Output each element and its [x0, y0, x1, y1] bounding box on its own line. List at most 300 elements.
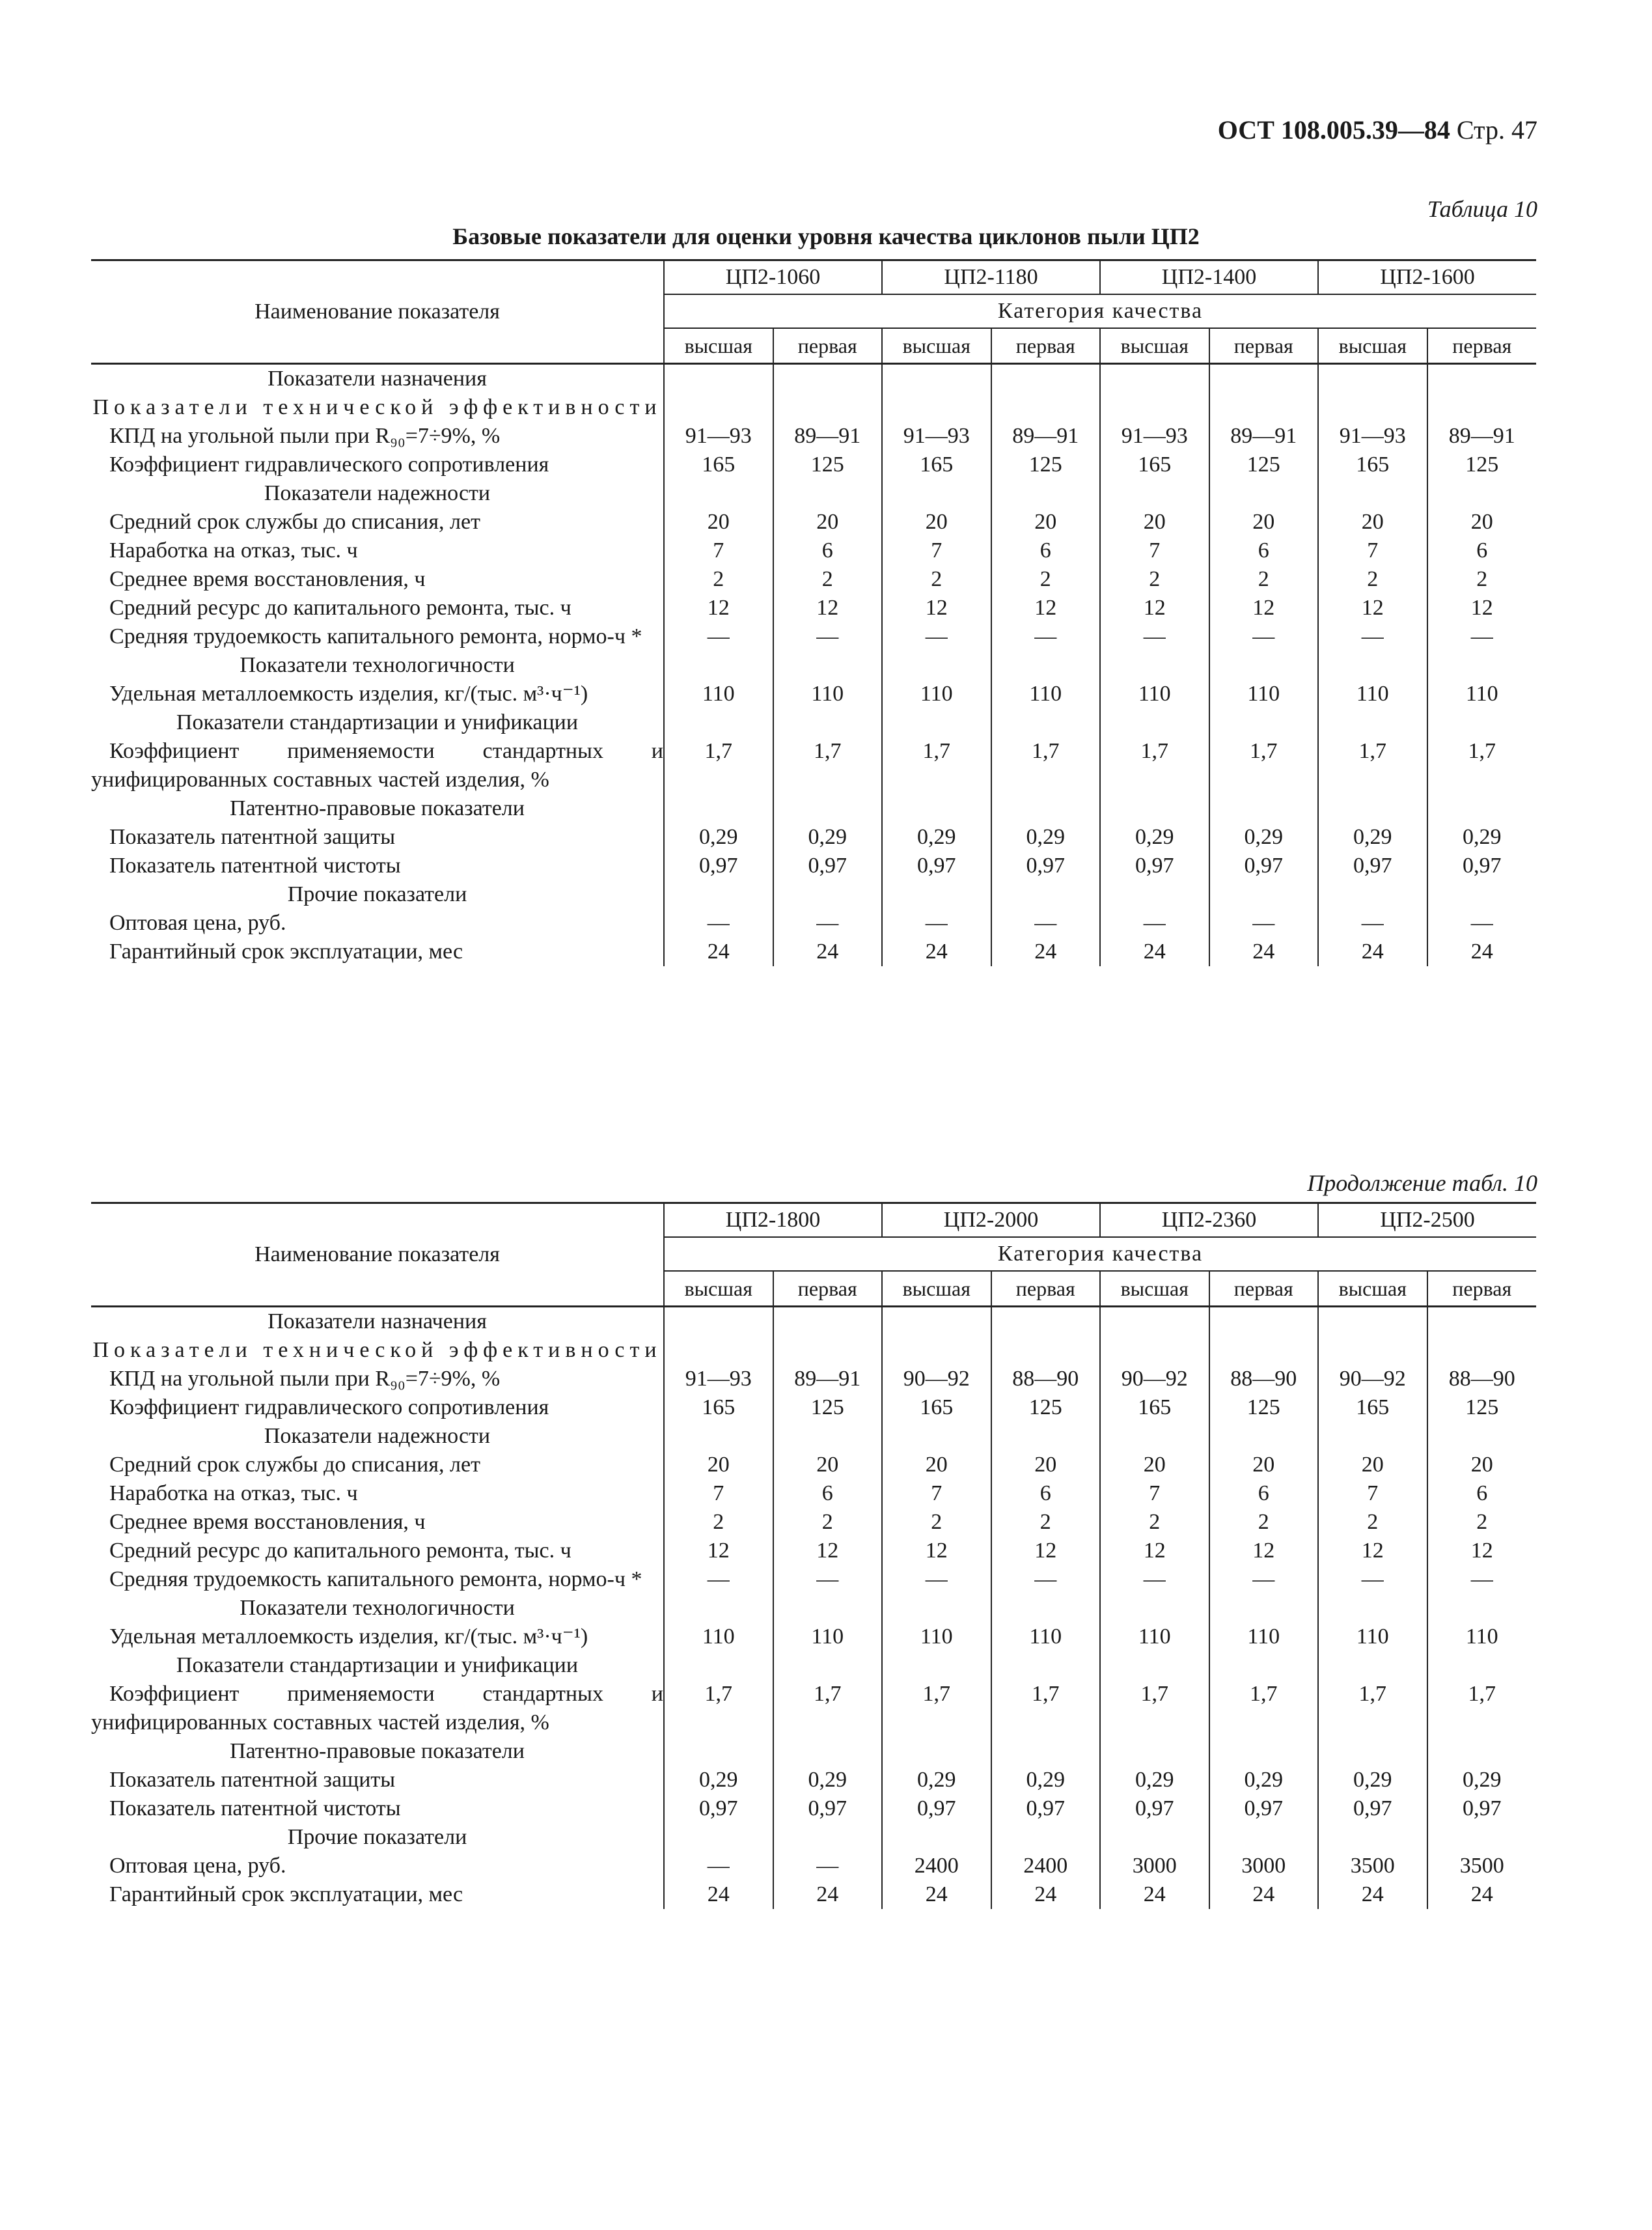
empty-cell	[664, 1823, 773, 1852]
empty-cell	[1427, 708, 1537, 737]
value-cell: —	[1318, 1565, 1427, 1594]
table-row	[91, 737, 1536, 794]
value-cell: 0,97	[773, 1794, 883, 1823]
page-number: Стр. 47	[1456, 115, 1537, 145]
grade-header: первая	[991, 328, 1101, 364]
empty-cell	[882, 708, 991, 737]
value-cell: —	[1209, 622, 1319, 651]
value-cell: —	[1318, 909, 1427, 938]
empty-cell	[882, 1737, 991, 1766]
data-table	[91, 259, 1536, 966]
empty-cell	[664, 1594, 773, 1623]
table-row	[91, 1766, 1536, 1794]
indicator-name: Оптовая цена, руб.	[109, 1854, 286, 1878]
empty-cell	[1427, 479, 1537, 508]
table-row	[91, 1794, 1536, 1823]
grade-header: высшая	[1318, 328, 1427, 364]
empty-cell	[1209, 393, 1319, 422]
value-cell: —	[1100, 622, 1209, 651]
section-heading: Прочие показатели	[287, 1825, 467, 1849]
indicator-name: Средняя трудоемкость капитального ремонта, нормо-ч *	[109, 624, 642, 648]
value-cell: 1,7	[882, 1680, 991, 1737]
indicator-name: Среднее время восстановления, ч	[109, 567, 426, 591]
value-cell: 7	[882, 1479, 991, 1508]
empty-cell	[1318, 364, 1427, 394]
empty-cell	[1100, 1336, 1209, 1365]
empty-cell	[1100, 1307, 1209, 1337]
subsection-heading: Показатели технической эффективности	[92, 395, 662, 419]
column-header-name: Наименование показателя	[91, 260, 664, 364]
table-row	[91, 680, 1536, 708]
indicator-name: Показатель патентной защиты	[109, 825, 396, 849]
value-cell: —	[882, 622, 991, 651]
section-heading: Патентно-правовые показатели	[230, 796, 525, 820]
empty-cell	[1100, 479, 1209, 508]
grade-header: высшая	[882, 328, 991, 364]
column-header-model: ЦП2-2000	[882, 1203, 1100, 1238]
page-header	[1218, 115, 1537, 145]
empty-cell	[1209, 1307, 1319, 1337]
empty-cell	[1318, 1651, 1427, 1680]
value-cell: 165	[664, 1393, 773, 1422]
value-cell: 110	[1427, 680, 1537, 708]
column-header-model: ЦП2-2360	[1100, 1203, 1318, 1238]
value-cell: 1,7	[773, 1680, 883, 1737]
empty-cell	[1318, 479, 1427, 508]
table-row	[91, 1479, 1536, 1508]
value-cell: 24	[1318, 938, 1427, 966]
table-row	[91, 422, 1536, 451]
column-header-model: ЦП2-1060	[664, 260, 882, 295]
section-heading: Патентно-правовые показатели	[230, 1739, 525, 1763]
value-cell: 20	[1427, 1451, 1537, 1479]
empty-cell	[1209, 479, 1319, 508]
value-cell: —	[991, 1565, 1101, 1594]
empty-cell	[991, 1422, 1101, 1451]
empty-cell	[773, 479, 883, 508]
value-cell: 2	[773, 1508, 883, 1537]
value-cell: 6	[1209, 1479, 1319, 1508]
value-cell: 125	[1427, 451, 1537, 479]
empty-cell	[1100, 880, 1209, 909]
empty-cell	[1100, 393, 1209, 422]
value-cell: 20	[773, 1451, 883, 1479]
section-heading: Прочие показатели	[287, 882, 467, 906]
value-cell: 90—92	[882, 1365, 991, 1393]
value-cell: 125	[991, 451, 1101, 479]
value-cell: 0,29	[1427, 823, 1537, 852]
empty-cell	[1427, 651, 1537, 680]
value-cell: 1,7	[1209, 737, 1319, 794]
value-cell: 110	[1209, 1623, 1319, 1651]
value-cell: 110	[1318, 680, 1427, 708]
empty-cell	[1318, 651, 1427, 680]
empty-cell	[991, 880, 1101, 909]
value-cell: 2	[991, 1508, 1101, 1537]
value-cell: 24	[1209, 1880, 1319, 1909]
indicator-name: Коэффициент применяемости стандартных и унифицированных составных частей изделия, %	[91, 1682, 663, 1735]
value-cell: 20	[882, 1451, 991, 1479]
value-cell: 110	[664, 1623, 773, 1651]
value-cell: 20	[991, 1451, 1101, 1479]
table-row	[91, 594, 1536, 622]
empty-cell	[1318, 794, 1427, 823]
indicator-name: Оптовая цена, руб.	[109, 911, 286, 935]
empty-cell	[664, 708, 773, 737]
value-cell: 24	[773, 938, 883, 966]
empty-cell	[1318, 708, 1427, 737]
empty-cell	[991, 651, 1101, 680]
empty-cell	[773, 880, 883, 909]
indicator-name: Гарантийный срок эксплуатации, мес	[109, 940, 463, 964]
empty-cell	[664, 393, 773, 422]
standard-number: ОСТ 108.005.39—84	[1217, 115, 1450, 145]
value-cell: 88—90	[1209, 1365, 1319, 1393]
value-cell: 6	[773, 1479, 883, 1508]
value-cell: 165	[1318, 1393, 1427, 1422]
value-cell: —	[664, 1565, 773, 1594]
empty-cell	[1209, 880, 1319, 909]
value-cell: 1,7	[1318, 737, 1427, 794]
empty-cell	[1100, 1823, 1209, 1852]
table-row	[91, 1852, 1536, 1880]
value-cell: —	[664, 909, 773, 938]
value-cell: —	[773, 909, 883, 938]
value-cell: 12	[1318, 1537, 1427, 1565]
value-cell: 88—90	[991, 1365, 1101, 1393]
indicator-name: КПД на угольной пыли при R₉₀=7÷9%, %	[109, 1367, 501, 1391]
table-row	[91, 852, 1536, 880]
table-row	[91, 1623, 1536, 1651]
value-cell: 0,97	[882, 1794, 991, 1823]
value-cell: 125	[1209, 451, 1319, 479]
value-cell: 2	[1427, 1508, 1537, 1537]
empty-cell	[773, 708, 883, 737]
empty-cell	[991, 1594, 1101, 1623]
value-cell: 2400	[882, 1852, 991, 1880]
value-cell: 0,97	[1318, 852, 1427, 880]
empty-cell	[1209, 1823, 1319, 1852]
value-cell: 91—93	[664, 1365, 773, 1393]
value-cell: 110	[773, 1623, 883, 1651]
indicator-name: Средняя трудоемкость капитального ремонта, нормо-ч *	[109, 1567, 642, 1591]
value-cell: 20	[664, 508, 773, 537]
value-cell: —	[882, 1565, 991, 1594]
value-cell: 1,7	[1427, 1680, 1537, 1737]
grade-header: первая	[1427, 1271, 1537, 1307]
value-cell: 165	[664, 451, 773, 479]
empty-cell	[991, 708, 1101, 737]
empty-cell	[1318, 1823, 1427, 1852]
grade-header: первая	[1427, 328, 1537, 364]
empty-cell	[1100, 1422, 1209, 1451]
value-cell: 2	[773, 565, 883, 594]
empty-cell	[1100, 794, 1209, 823]
empty-cell	[882, 1336, 991, 1365]
value-cell: 12	[773, 594, 883, 622]
value-cell: 2	[1427, 565, 1537, 594]
empty-cell	[882, 794, 991, 823]
grade-header: первая	[773, 328, 883, 364]
table-row	[91, 1451, 1536, 1479]
grade-header: первая	[1209, 1271, 1319, 1307]
value-cell: 110	[1427, 1623, 1537, 1651]
value-cell: 0,29	[1318, 823, 1427, 852]
indicator-name: Гарантийный срок эксплуатации, мес	[109, 1882, 463, 1906]
empty-cell	[882, 479, 991, 508]
empty-cell	[664, 1336, 773, 1365]
value-cell: 91—93	[664, 422, 773, 451]
table-row	[91, 451, 1536, 479]
empty-cell	[1100, 1594, 1209, 1623]
indicator-name: Средний ресурс до капитального ремонта, тыс. ч	[109, 1539, 571, 1563]
value-cell: 20	[1100, 1451, 1209, 1479]
value-cell: 89—91	[1427, 422, 1537, 451]
value-cell: 20	[1427, 508, 1537, 537]
value-cell: 12	[664, 594, 773, 622]
indicator-name: Коэффициент применяемости стандартных и унифицированных составных частей изделия, %	[91, 739, 663, 792]
value-cell: 12	[1209, 594, 1319, 622]
grade-header: первая	[991, 1271, 1101, 1307]
empty-cell	[882, 1422, 991, 1451]
value-cell: 110	[664, 680, 773, 708]
indicator-name: Коэффициент гидравлического сопротивления	[109, 1395, 549, 1419]
empty-cell	[773, 651, 883, 680]
value-cell: 0,29	[664, 823, 773, 852]
value-cell: 7	[1100, 1479, 1209, 1508]
value-cell: 110	[1100, 680, 1209, 708]
grade-header: высшая	[882, 1271, 991, 1307]
empty-cell	[773, 1307, 883, 1337]
column-header-model: ЦП2-1600	[1318, 260, 1536, 295]
grade-header: высшая	[664, 328, 773, 364]
value-cell: —	[664, 1852, 773, 1880]
value-cell: 0,97	[1209, 852, 1319, 880]
empty-cell	[1427, 1737, 1537, 1766]
empty-cell	[882, 1823, 991, 1852]
value-cell: 0,97	[664, 1794, 773, 1823]
value-cell: 2	[1209, 565, 1319, 594]
value-cell: 0,29	[1427, 1766, 1537, 1794]
value-cell: 1,7	[664, 737, 773, 794]
table-row	[91, 537, 1536, 565]
value-cell: 0,97	[773, 852, 883, 880]
value-cell: 12	[664, 1537, 773, 1565]
empty-cell	[1427, 1307, 1537, 1337]
value-cell: 0,97	[1427, 852, 1537, 880]
empty-cell	[664, 794, 773, 823]
value-cell: 3000	[1209, 1852, 1319, 1880]
value-cell: 0,29	[773, 823, 883, 852]
value-cell: —	[1427, 622, 1537, 651]
empty-cell	[991, 1336, 1101, 1365]
value-cell: —	[1209, 1565, 1319, 1594]
empty-cell	[1318, 1336, 1427, 1365]
value-cell: 20	[991, 508, 1101, 537]
empty-cell	[882, 393, 991, 422]
empty-cell	[1427, 1422, 1537, 1451]
value-cell: 6	[1427, 537, 1537, 565]
value-cell: 110	[773, 680, 883, 708]
grade-header: высшая	[664, 1271, 773, 1307]
column-header-model: ЦП2-1800	[664, 1203, 882, 1238]
value-cell: —	[991, 622, 1101, 651]
value-cell: 89—91	[991, 422, 1101, 451]
table-row	[91, 508, 1536, 537]
empty-cell	[1209, 364, 1319, 394]
empty-cell	[1209, 1336, 1319, 1365]
table-row	[91, 1393, 1536, 1422]
value-cell: 1,7	[882, 737, 991, 794]
value-cell: —	[1209, 909, 1319, 938]
value-cell: 91—93	[882, 422, 991, 451]
value-cell: —	[773, 1852, 883, 1880]
value-cell: 0,29	[1209, 823, 1319, 852]
empty-cell	[1427, 794, 1537, 823]
value-cell: 1,7	[1318, 1680, 1427, 1737]
value-cell: 2	[1100, 1508, 1209, 1537]
value-cell: 91—93	[1100, 422, 1209, 451]
value-cell: 110	[1100, 1623, 1209, 1651]
value-cell: 125	[1427, 1393, 1537, 1422]
empty-cell	[991, 1823, 1101, 1852]
value-cell: 12	[991, 594, 1101, 622]
empty-cell	[1100, 364, 1209, 394]
value-cell: 24	[1100, 938, 1209, 966]
empty-cell	[664, 1307, 773, 1337]
value-cell: 6	[991, 537, 1101, 565]
table-row	[91, 565, 1536, 594]
value-cell: 20	[1100, 508, 1209, 537]
empty-cell	[1100, 1651, 1209, 1680]
value-cell: 12	[882, 594, 991, 622]
value-cell: 0,29	[664, 1766, 773, 1794]
table-row	[91, 938, 1536, 966]
category-header: Категория качества	[664, 1237, 1536, 1271]
value-cell: 2	[991, 565, 1101, 594]
value-cell: 0,97	[882, 852, 991, 880]
value-cell: 1,7	[1209, 1680, 1319, 1737]
value-cell: 89—91	[773, 1365, 883, 1393]
section-heading: Показатели стандартизации и унификации	[176, 710, 579, 734]
value-cell: —	[1427, 909, 1537, 938]
value-cell: 12	[991, 1537, 1101, 1565]
table-row	[91, 909, 1536, 938]
value-cell: 7	[882, 537, 991, 565]
value-cell: 3500	[1427, 1852, 1537, 1880]
grade-header: первая	[1209, 328, 1319, 364]
empty-cell	[1209, 1422, 1319, 1451]
subsection-heading: Показатели технической эффективности	[92, 1338, 662, 1362]
section-heading: Показатели надежности	[264, 1424, 491, 1448]
value-cell: 125	[773, 451, 883, 479]
value-cell: 0,97	[991, 1794, 1101, 1823]
value-cell: 2	[1318, 565, 1427, 594]
value-cell: 89—91	[1209, 422, 1319, 451]
value-cell: 12	[773, 1537, 883, 1565]
value-cell: 110	[882, 680, 991, 708]
value-cell: 24	[882, 1880, 991, 1909]
value-cell: 0,29	[991, 1766, 1101, 1794]
indicator-name: Показатель патентной чистоты	[109, 1796, 401, 1820]
value-cell: —	[882, 909, 991, 938]
grade-header: высшая	[1100, 328, 1209, 364]
value-cell: 0,29	[1100, 823, 1209, 852]
value-cell: 20	[1318, 1451, 1427, 1479]
empty-cell	[773, 1594, 883, 1623]
empty-cell	[1100, 1737, 1209, 1766]
value-cell: 125	[773, 1393, 883, 1422]
indicator-name: Удельная металлоемкость изделия, кг/(тыс. м³·ч⁻¹)	[109, 1624, 588, 1649]
value-cell: 0,29	[1100, 1766, 1209, 1794]
empty-cell	[1318, 1307, 1427, 1337]
empty-cell	[1318, 1594, 1427, 1623]
column-header-model: ЦП2-1400	[1100, 260, 1318, 295]
indicator-name: Удельная металлоемкость изделия, кг/(тыс. м³·ч⁻¹)	[109, 682, 588, 706]
value-cell: 7	[664, 537, 773, 565]
empty-cell	[1100, 651, 1209, 680]
indicator-name: Коэффициент гидравлического сопротивления	[109, 453, 549, 477]
value-cell: 7	[1100, 537, 1209, 565]
empty-cell	[773, 1737, 883, 1766]
value-cell: 0,29	[773, 1766, 883, 1794]
value-cell: 2	[882, 565, 991, 594]
value-cell: 2	[664, 1508, 773, 1537]
value-cell: 165	[882, 1393, 991, 1422]
value-cell: 2	[1100, 565, 1209, 594]
table-row	[91, 1880, 1536, 1909]
value-cell: 24	[773, 1880, 883, 1909]
empty-cell	[1318, 1422, 1427, 1451]
indicator-name: Среднее время восстановления, ч	[109, 1510, 426, 1534]
value-cell: —	[1318, 622, 1427, 651]
value-cell: 24	[1318, 1880, 1427, 1909]
value-cell: 20	[882, 508, 991, 537]
value-cell: 12	[1100, 594, 1209, 622]
empty-cell	[664, 364, 773, 394]
value-cell: 89—91	[773, 422, 883, 451]
indicator-name: Средний ресурс до капитального ремонта, тыс. ч	[109, 596, 571, 620]
column-header-model: ЦП2-2500	[1318, 1203, 1536, 1238]
value-cell: 24	[1427, 938, 1537, 966]
value-cell: 20	[1209, 508, 1319, 537]
empty-cell	[1209, 1594, 1319, 1623]
column-header-model: ЦП2-1180	[882, 260, 1100, 295]
empty-cell	[991, 794, 1101, 823]
empty-cell	[1209, 794, 1319, 823]
value-cell: 20	[1318, 508, 1427, 537]
value-cell: 20	[664, 1451, 773, 1479]
empty-cell	[882, 880, 991, 909]
section-heading: Показатели надежности	[264, 481, 491, 505]
empty-cell	[773, 1651, 883, 1680]
value-cell: 110	[882, 1623, 991, 1651]
value-cell: 165	[1318, 451, 1427, 479]
value-cell: 3000	[1100, 1852, 1209, 1880]
empty-cell	[882, 1651, 991, 1680]
value-cell: 24	[1209, 938, 1319, 966]
value-cell: 24	[1100, 1880, 1209, 1909]
empty-cell	[991, 393, 1101, 422]
empty-cell	[991, 479, 1101, 508]
value-cell: 110	[991, 1623, 1101, 1651]
value-cell: 90—92	[1318, 1365, 1427, 1393]
empty-cell	[1318, 1737, 1427, 1766]
empty-cell	[773, 1336, 883, 1365]
value-cell: 125	[1209, 1393, 1319, 1422]
column-header-name: Наименование показателя	[91, 1203, 664, 1307]
value-cell: —	[1427, 1565, 1537, 1594]
